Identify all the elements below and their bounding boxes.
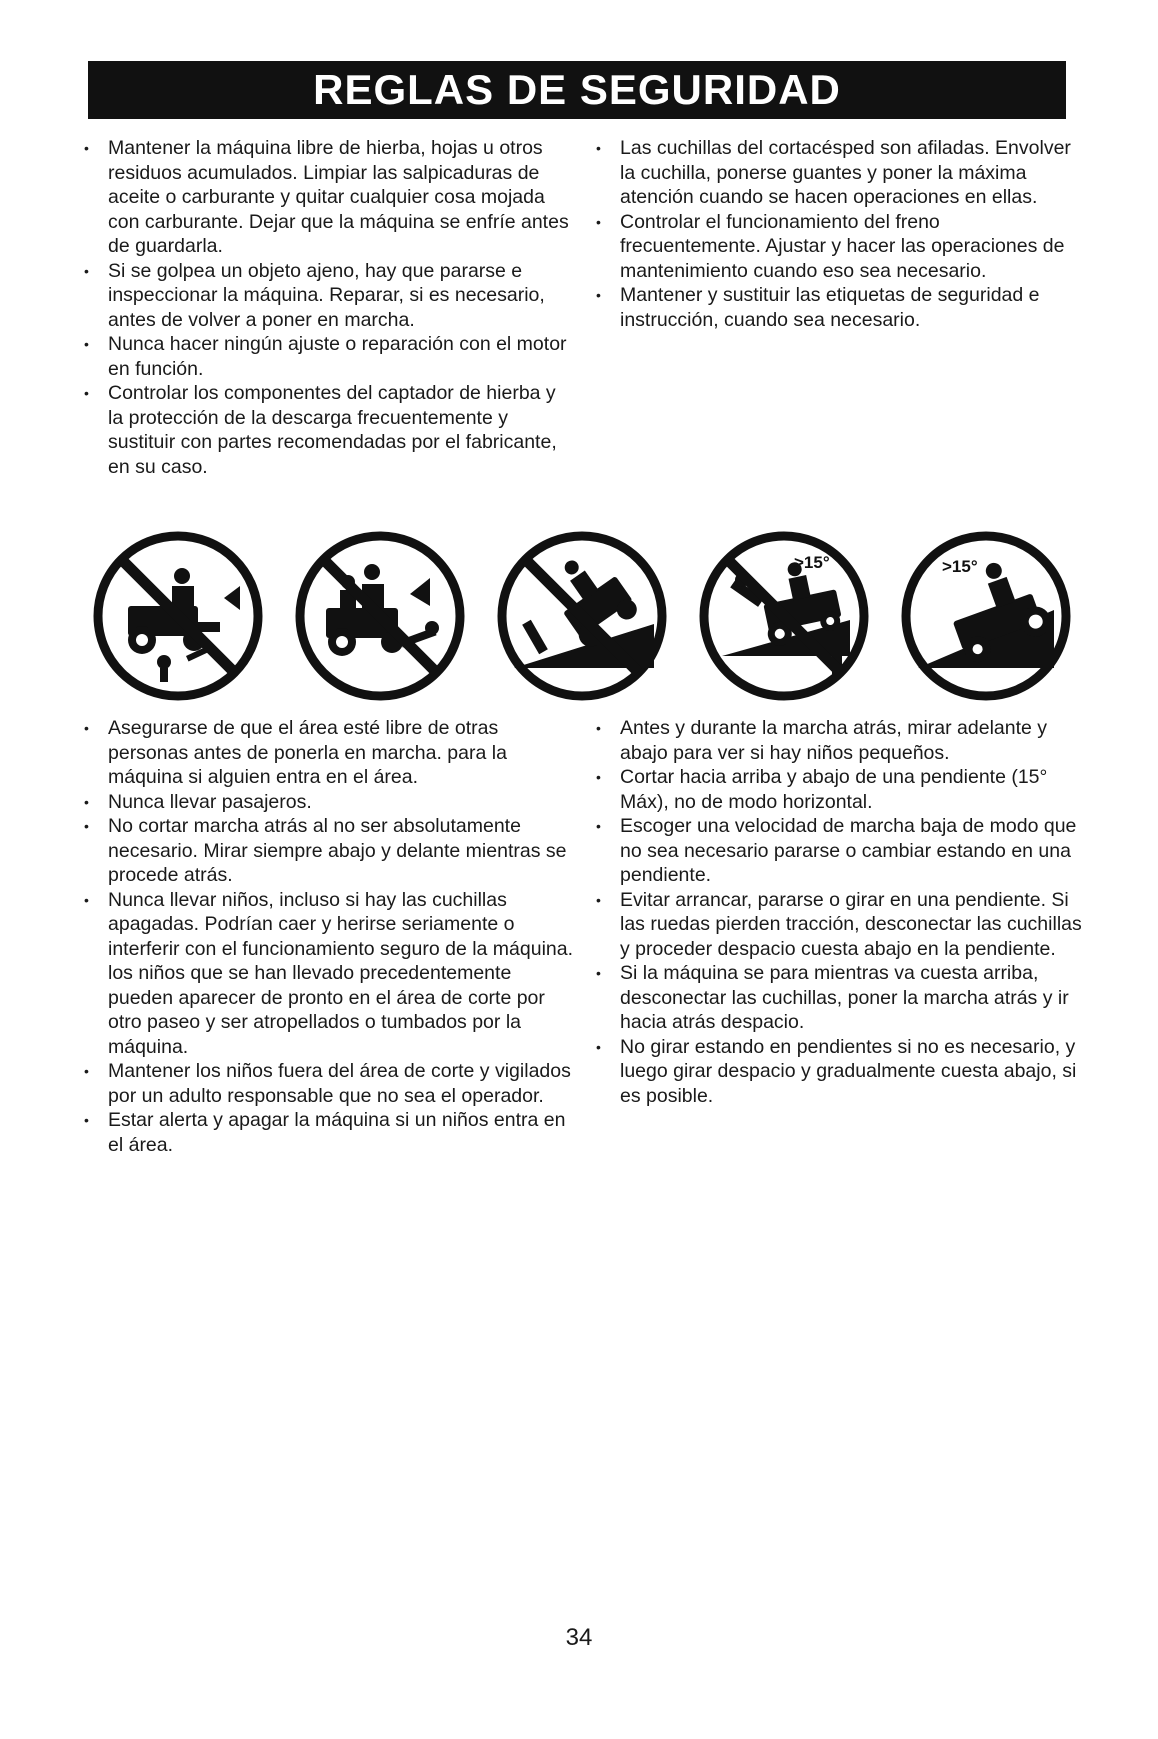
no-passengers-prohibition-icon [292, 528, 468, 704]
page-number: 34 [565, 1624, 593, 1651]
rule-item: • Escoger una velocidad de marcha baja de modo que no sea necesario pararse o cambiar estando en una pendiente. [592, 814, 1087, 888]
rule-item: • Si se golpea un objeto ajeno, hay que pararse e inspeccionar la máquina. Reparar, si es necesario, antes de volver a poner en marcha. [80, 259, 570, 333]
rule-item: • Nunca llevar niños, incluso si hay las cuchillas apagadas. Podrían caer y herirse seriamente o interferir con el funcionamiento seguro de la máquina. los niños que se han llevado precedentemente pueden aparecer de pronto en el área de corte por otro paseo y ser atropellados o tumbados por la máquina. [80, 888, 575, 1060]
rule-item: • Controlar los componentes del captador de hierba y la protección de la descarga frecuentemente y sustituir con partes recomendadas por el fabricante, en su caso. [80, 381, 570, 479]
rule-item: • Nunca llevar pasajeros. [80, 790, 575, 815]
safety-rules-top-right [592, 136, 1082, 332]
no-bystanders-prohibition-icon [90, 528, 266, 704]
slope-over-15-warning-icon [696, 528, 872, 704]
rule-item: • No girar estando en pendientes si no es necesario, y luego girar despacio y gradualmente cuesta abajo, si es posible. [592, 1035, 1087, 1109]
rule-item: • Las cuchillas del cortacésped son afiladas. Envolver la cuchilla, ponerse guantes y poner la máxima atención cuando se hacen operaciones en ellas. [592, 136, 1082, 210]
page-title: REGLAS DE SEGURIDAD [313, 66, 841, 113]
slope-15-max-icon [898, 528, 1074, 704]
slope-angle-label: >15° [942, 557, 978, 576]
safety-rules-bottom-right [592, 716, 1087, 1108]
rule-item: • Mantener los niños fuera del área de corte y vigilados por un adulto responsable que no sea el operador. [80, 1059, 575, 1108]
safety-rules-top-left [80, 136, 570, 479]
slope-angle-label: >15° [794, 553, 830, 572]
rule-item: • No cortar marcha atrás al no ser absolutamente necesario. Mirar siempre abajo y delante mientras se procede atrás. [80, 814, 575, 888]
rule-item: • Estar alerta y apagar la máquina si un niños entra en el área. [80, 1108, 575, 1157]
rule-item: • Evitar arrancar, pararse o girar en una pendiente. Si las ruedas pierden tracción, desconectar las cuchillas y proceder despacio cuesta abajo en la pendiente. [592, 888, 1087, 962]
rule-item: • Si la máquina se para mientras va cuesta arriba, desconectar las cuchillas, poner la marcha atrás y ir hacia atrás despacio. [592, 961, 1087, 1035]
safety-rules-bottom-left [80, 716, 575, 1157]
rule-item: • Mantener y sustituir las etiquetas de seguridad e instrucción, cuando sea necesario. [592, 283, 1082, 332]
rule-item: • Nunca hacer ningún ajuste o reparación con el motor en función. [80, 332, 570, 381]
rule-item: • Controlar el funcionamiento del freno frecuentemente. Ajustar y hacer las operaciones de mantenimiento cuando eso sea necesario. [592, 210, 1082, 284]
title-banner [88, 61, 1066, 119]
safety-pictograms [90, 528, 1070, 710]
rule-item: • Asegurarse de que el área esté libre de otras personas antes de ponerla en marcha. para la máquina si alguien entra en el área. [80, 716, 575, 790]
rule-item: • Cortar hacia arriba y abajo de una pendiente (15° Máx), no de modo horizontal. [592, 765, 1087, 814]
rule-item: • Mantener la máquina libre de hierba, hojas u otros residuos acumulados. Limpiar las salpicaduras de aceite o carburante y quitar cualquier cosa mojada con carburante. Dejar que la máquina se enfríe antes de guardarla. [80, 136, 570, 259]
no-steep-slope-prohibition-icon [494, 528, 670, 704]
rule-item: • Antes y durante la marcha atrás, mirar adelante y abajo para ver si hay niños pequeños. [592, 716, 1087, 765]
